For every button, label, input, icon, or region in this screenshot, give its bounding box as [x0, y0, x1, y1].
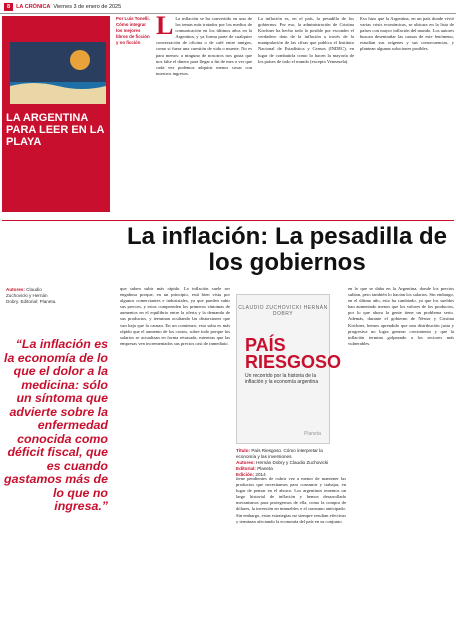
body-column-2 [236, 476, 346, 616]
top-column-3 [360, 16, 454, 220]
column-kicker: Por Luis Tonelli. Cómo integrar los mejores libros de ficción y no ficción [116, 16, 150, 45]
caption-edition: 2014 [255, 472, 266, 477]
caption-editorial-label: Editorial: [236, 466, 256, 471]
body-column-1 [120, 286, 230, 616]
section-divider [2, 220, 454, 221]
caption-title-label: Título: [236, 448, 251, 453]
caption-editorial: Planeta [257, 466, 273, 471]
page-number: 8 [4, 3, 13, 11]
banner-title: LA ARGENTINA PARA LEER EN LA PLAYA [6, 112, 104, 148]
book-caption [236, 448, 332, 478]
top-column-1 [156, 16, 252, 220]
body-text-2: tiene pendientes de cubrir vez a menor de mantener las productos que necesitamos para consumir y trabajar, en lugar de pensar en el ahorro. Los argentinos tenemos un largo historial de inflación y hemos desarrollado mecanismos para protegernos de ella, como la compra de dólares, la inversión en inmuebles o el consumo anticipado. Sin embargo, estas estrategias no siempre resultan efectivas y terminan afectando la economía del país en su conjunto. [236, 476, 346, 524]
book-cover [236, 294, 342, 444]
top-text-2: La inflación es, en el país, la pesadilla de los gobiernos. Por eso, la administración de Cristina Kirchner ha hecho todo lo posible por esconder el verdadero dato de la inflación a través de la manipulación de las cifras que publica el Instituto Nacional de Estadística y Censos (INDEC), en lugar de combatirla como lo hacen la mayoría de los países de todo el mundo (excepto Venezuela). [258, 16, 354, 64]
top-column-2 [258, 16, 354, 220]
drop-cap: L [156, 16, 174, 40]
top-text-1: La inflación se ha convertido en uno de los temas más tratados por los medios de comunicación en los últimos años en la Argentina, y ya forma parte de cualquier conversación de oficina o de café entre amigos, como si fuera una cuestión de vida o muerte. No es para menos: a ninguno de nosotros nos gusta que nos falte el dinero para llegar a fin de mes o ver que cada vez podemos adquirir menos cosas con nuestros ingresos. [156, 16, 252, 76]
book-publisher: Planeta [304, 431, 321, 437]
caption-title: País Riesgoso. Cómo interpretar la economía y las inversiones. [236, 448, 323, 459]
issue-date: Viernes 3 de enero de 2025 [53, 3, 122, 10]
top-text-3: Eso hizo que la Argentina, en un país donde vivió varias crisis económicas, se ubicara en la lista de países con mayor inflación del mundo. Los autores buscan desentrañar las causas de este fenómeno, estudian sus orígenes y sus consecuencias, y plantean algunas soluciones posibles. [360, 16, 454, 52]
book-title: PAÍS RIESGOSO [245, 335, 342, 372]
caption-authors: Hernán Dobry y Claudio Zuchovicki [256, 460, 329, 465]
section-banner [2, 16, 110, 212]
body-text-1: que suben subir más rápido. La inflación suele ser engañosa porque, en un principio, está bien vista por algunos comerciantes e industriales, ya que pueden subir sus precios, y estos comprenden los primeros síntomas de aumentos en el equilibrio entre la oferta y la demanda de sus productos, y terminan ocultando las distorsiones que van baja que la causan. En un comienzo, esta suba es más rápido que el aumento de los costos, sobre todo porque los salarios se actualizan en forma retrasada, mientras que las empresas ven incrementados sus precios casi de inmediato. [120, 286, 230, 346]
page-header [0, 0, 456, 14]
book-authors: CLAUDIO ZUCHOVICKI HERNÁN DOBRY [238, 305, 328, 317]
byline-label: Autores: [6, 287, 25, 292]
body-column-3 [348, 286, 454, 616]
byline-text: Claudio Zuchovicki y Hernán Dobry. Editorial: Planeta. [6, 287, 57, 304]
pull-quote: “La inflación es la economía de lo que el dolor a la medicina: sólo un síntoma que advierte sobre la enfermedad conocida como déficit fiscal, que es cuando gastamos más de lo que no ingresa.” [4, 337, 108, 513]
article-headline: La inflación: La pesadilla de los gobiernos [126, 223, 448, 276]
publication-name: LA CRÓNICA [16, 3, 51, 10]
caption-edition-label: Edición: [236, 472, 255, 477]
byline [6, 287, 58, 305]
banner-photo [10, 42, 106, 104]
caption-authors-label: Autores: [236, 460, 255, 465]
body-text-3: en lo que se daba en la Argentina, donde los precios subían, pero también lo hacían los salarios. Sin embargo, en el último año, esto ha cambiado, ya que los sueldos han aumentado menos que los valores de los productos, por lo que ahora la gente tiene un problema serio. Además, durante el gobierno de Néstor y Cristina Kirchner, hemos aprendido que una distribución justa y progresiva no logra generar crecimiento y que la inflación termina golpeando a los sectores más vulnerables. [348, 286, 454, 346]
book-subtitle: Un recorrido por la historia de la inflación y la economía argentina [245, 373, 319, 385]
